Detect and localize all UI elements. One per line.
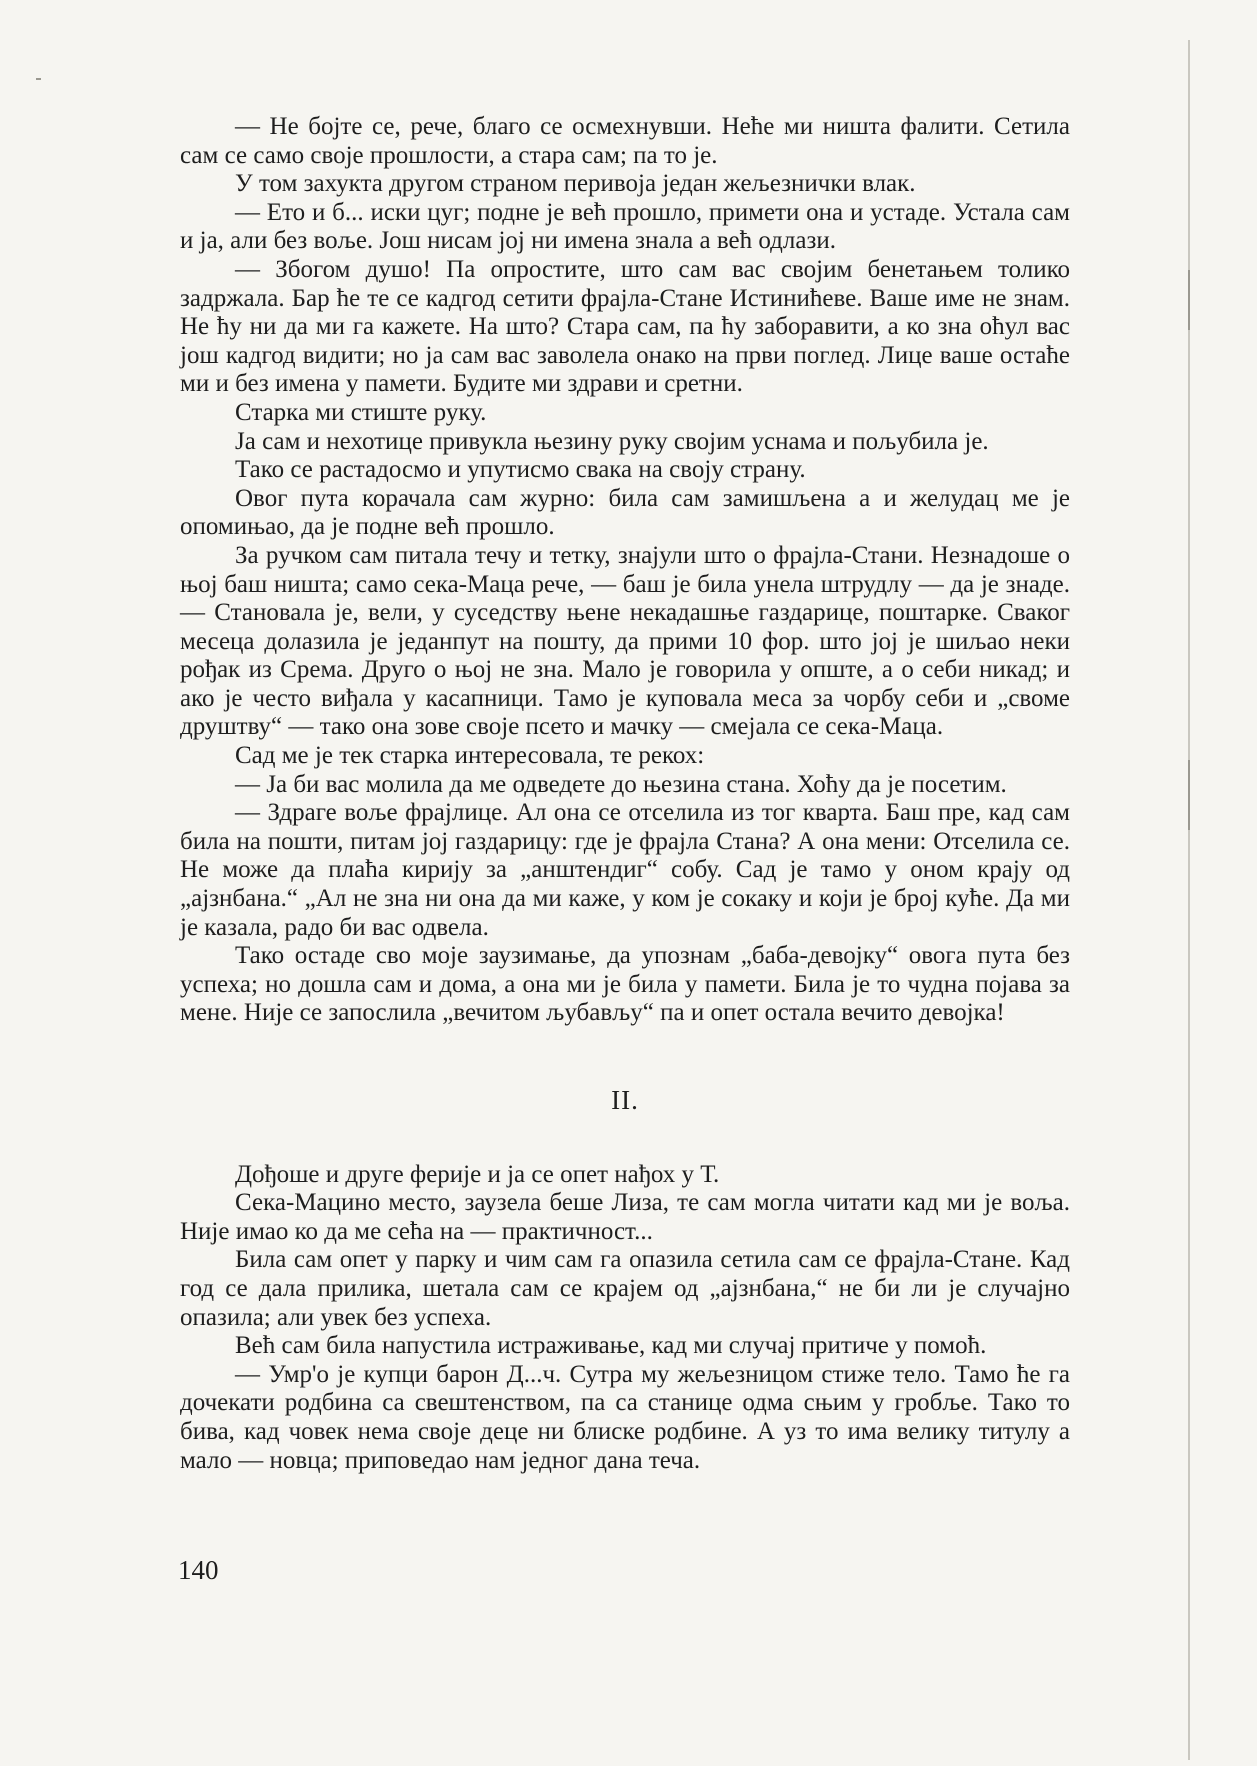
paragraph: — Не бојте се, рече, благо се осмехнувши. Неће ми ништа фалити. Сетила сам се само своје прошлости, а стара сам; па то је. — [180, 113, 1070, 169]
paragraph: Овог пута корачала сам журно: била сам замишљена а и желудац ме је опомињао, да је подне већ прошло. — [180, 484, 1070, 541]
paragraph: Ја сам и нехотице привукла њезину руку својим уснама и пољубила је. — [235, 427, 989, 455]
paragraph: Сад ме је тек старка интересовала, те рекох: — [235, 742, 705, 770]
page-number: 140 — [178, 1555, 219, 1585]
scan-mark — [1188, 760, 1190, 830]
paragraph: Била сам опет у парку и чим сам га опазила сетила сам се фрајла-Стане. Кад год се дала прилика, шетала сам се крајем од „ајзнбана,“ не би ли је случајно опазила; али увек без успеха. — [180, 1246, 1070, 1331]
paragraph: — Ја би вас молила да ме одведете до њезина стана. Хоћу да је посетим. — [235, 770, 1007, 798]
scan-speck — [36, 78, 41, 80]
paragraph: Тако остаде сво моје заузимање, да упознам „баба-девојку“ овога пута без успеха; но дошла сам и дома, а она ми је била у памети. Била је то чудна појава за мене. Није се запослила „вечитом љубављу“ па и опет остала вечито девојка! — [180, 942, 1070, 1027]
text-column — [180, 113, 1070, 1475]
paragraph: У том захукта другом страном перивоја један жељезнички влак. — [235, 170, 916, 198]
paragraph: — Збогом душо! Па опростите, што сам вас својим бенетањем толико задржала. Бар ће те се кадгод сетити фрајла-Стане Истинићеве. Ваше име не знам. Не ћу ни да ми га кажете. На што? Стара сам, па ћу заборавити, а ко зна оћул вас још кадгод видити; но ја сам вас заволела онако на први поглед. Лице ваше остаће ми и без имена у памети. Будите ми здрави и сретни. — [180, 255, 1070, 398]
paragraph: — Здраге воље фрајлице. Ал она се отселила из тог кварта. Баш пре, кад сам била на пошти, питам јој газдарицу: где је фрајла Стана? А она мени: Отселила се. Не може да плаћа кирију за „анштендиг“ собу. Сад је тамо у оном крају од „ајзнбана.“ „Ал не зна ни она да ми каже, у ком је сокаку и који је број куће. Да ми је казала, радо би вас одвела. — [180, 799, 1070, 941]
paragraph: Сека-Мацино место, заузела беше Лиза, те сам могла читати кад ми је воља. Није имао ко да ме сећа на — практичност... — [180, 1189, 1070, 1245]
paragraph: — Умр'о је купци барон Д...ч. Сутра му жељезницом стиже тело. Тамо ће га дочекати родбина са свештенством, па са станице одма сњим у гробље. Тако то бива, кад човек нема своје деце ни блиске родбине. А уз то има велику титулу а мало — новца; приповедао нам једног дана теча. — [180, 1360, 1070, 1474]
paragraph: Старка ми стиште руку. — [235, 398, 487, 426]
paragraph: Већ сам била напустила истраживање, кад ми случај притиче у помоћ. — [235, 1332, 987, 1360]
paragraph: Тако се растадосмо и упутисмо свака на своју страну. — [235, 456, 806, 484]
paragraph: За ручком сам питала течу и тетку, знајули што о фрајла-Стани. Незнадоше о њој баш ништа; само сека-Маца рече, — баш је била унела штрудлу — да је знаде. — Становала је, вели, у суседству њене некадашње газдарице, поштарке. Сваког месеца долазила је једанпут на пошту, да прими 10 фор. што јој је шиљао неки рођак из Срема. Друго о њој не зна. Мало је говорила у опште, а о себи никад; и ако је често виђала у касапници. Тамо је куповала меса за чорбу себи и „своме друштву“ — тако она зове своје псето и мачку — смејала се сека-Маца. — [180, 541, 1070, 741]
section-heading: II. — [611, 1085, 639, 1115]
scan-mark — [1188, 270, 1190, 330]
paragraph: Дођоше и друге ферије и ја се опет нађох у Т. — [235, 1160, 720, 1188]
paragraph: — Ето и б... иски цуг; подне је већ прошло, примети она и устаде. Устала сам и ја, али без воље. Још нисам јој ни имена знала а већ одлази. — [180, 198, 1070, 255]
